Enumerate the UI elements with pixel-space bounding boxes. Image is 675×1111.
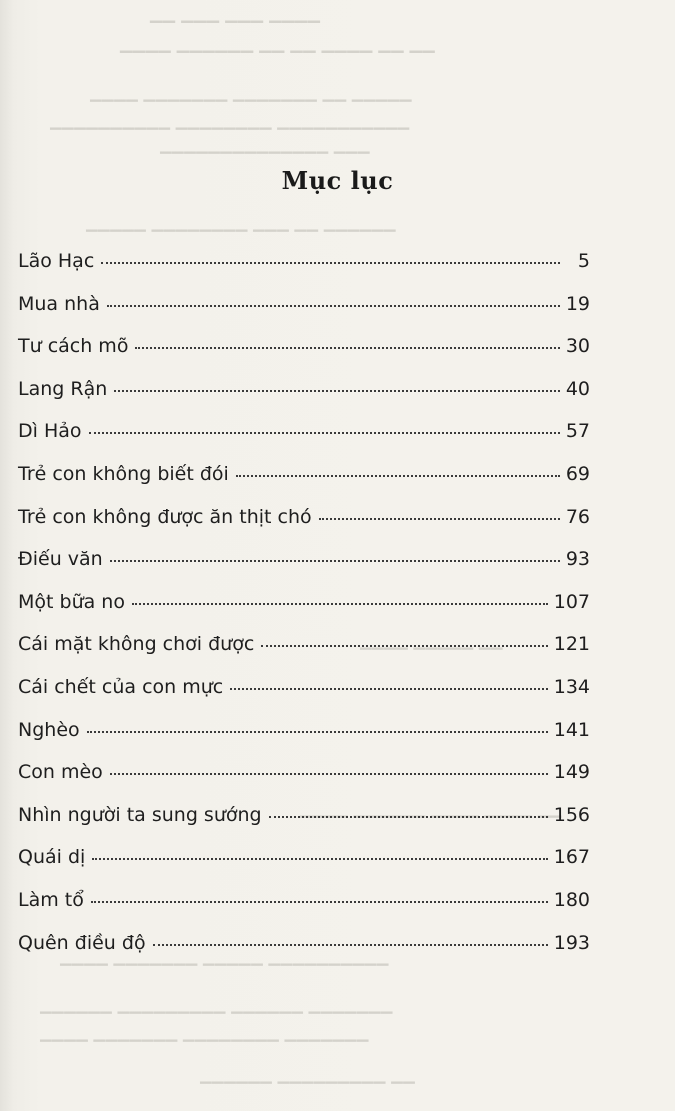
bleed-through-text: ▁▁▁▁▁ ▁▁▁▁▁▁▁▁ ▁▁▁ ▁▁ ▁▁▁▁▁▁ — [86, 214, 396, 232]
toc-entry-title: Trẻ con không được ăn thịt chó — [18, 505, 312, 528]
dot-leader — [261, 645, 547, 647]
bleed-through-text: ▁▁▁▁ ▁▁▁▁▁▁▁ ▁▁▁▁▁▁▁▁ ▁▁▁▁▁▁▁ — [40, 1024, 369, 1042]
toc-entry-title: Lang Rận — [18, 377, 108, 400]
dot-leader — [110, 560, 560, 562]
toc-entry[interactable] — [18, 378, 590, 421]
toc-entry-page: 93 — [565, 548, 590, 571]
toc-entry-page: 69 — [565, 462, 590, 485]
toc-entry[interactable] — [18, 932, 590, 975]
toc-entry[interactable] — [18, 719, 590, 762]
toc-entry-page: 134 — [553, 675, 590, 698]
toc-entry-page: 5 — [577, 250, 590, 272]
dot-leader — [319, 518, 560, 520]
dot-leader — [107, 305, 560, 307]
bleed-through-text: ▁▁▁▁▁▁▁▁▁▁ ▁▁▁▁▁▁▁▁ ▁▁▁▁▁▁▁▁▁▁▁ — [50, 112, 410, 130]
toc-entry-page: 76 — [565, 505, 590, 528]
toc-entry-title: Mua nhà — [18, 292, 100, 315]
toc-entry-title: Quái dị — [18, 846, 86, 869]
toc-entry-title: Trẻ con không biết đói — [18, 462, 229, 485]
dot-leader — [135, 347, 559, 349]
toc-entry[interactable] — [18, 846, 590, 889]
toc-entry-title: Lão Hạc — [18, 250, 95, 272]
toc-entry-page: 141 — [553, 718, 590, 741]
toc-entry-page: 30 — [565, 335, 590, 358]
bleed-through-text: ▁▁▁▁ ▁▁▁▁▁▁ ▁▁▁▁ ▁▁▁▁ ▁▁ — [300, 800, 562, 818]
dot-leader — [236, 475, 560, 477]
toc-entry-page: 180 — [553, 888, 590, 911]
bleed-through-text: ▁▁ ▁▁▁ ▁▁▁ ▁▁▁▁ — [150, 4, 321, 23]
toc-entry-title: Làm tổ — [18, 888, 84, 911]
dot-leader — [114, 390, 560, 392]
toc-entry-page: 156 — [553, 803, 590, 826]
table-of-contents — [18, 250, 590, 974]
toc-entry[interactable] — [18, 633, 590, 676]
toc-entry[interactable] — [18, 889, 590, 932]
toc-entry[interactable] — [18, 293, 590, 336]
toc-entry[interactable] — [18, 506, 590, 549]
toc-title: Mục lục — [281, 166, 394, 195]
bleed-through-text: ▁▁▁▁▁▁▁▁▁▁▁▁▁▁ ▁▁▁ — [160, 136, 370, 154]
bleed-through-text: ▁▁▁▁▁▁ ▁▁▁▁▁▁▁▁▁ ▁▁▁▁▁▁ ▁▁▁▁▁▁▁ — [40, 996, 393, 1014]
dot-leader — [91, 901, 548, 903]
toc-entry-title: Dì Hảo — [18, 420, 82, 443]
toc-entry-title: Con mèo — [18, 761, 103, 784]
toc-entry[interactable] — [18, 250, 590, 293]
dot-leader — [87, 731, 548, 733]
toc-entry-page: 19 — [565, 292, 590, 315]
toc-entry-page: 107 — [553, 590, 590, 613]
dot-leader — [101, 262, 560, 264]
toc-entry[interactable] — [18, 548, 590, 591]
toc-entry-title: Tư cách mõ — [18, 335, 129, 358]
dot-leader — [110, 773, 548, 775]
toc-entry-page: 149 — [553, 761, 590, 784]
toc-entry-page: 40 — [565, 377, 590, 400]
toc-entry-title: Quên điều độ — [18, 931, 146, 954]
dot-leader — [92, 858, 547, 860]
bleed-through-text: ▁▁▁▁ ▁▁▁▁▁▁ ▁▁ ▁▁ ▁▁▁▁ ▁▁ ▁▁ — [120, 34, 436, 53]
toc-entry-page: 121 — [553, 633, 590, 656]
toc-entry-page: 57 — [565, 420, 590, 443]
bleed-through-text: ▁▁▁▁ ▁▁▁▁▁▁▁ ▁▁▁▁▁ ▁▁▁▁▁▁▁▁▁▁ — [60, 948, 389, 966]
dot-leader — [153, 944, 548, 946]
toc-entry-title: Cái chết của con mực — [18, 675, 224, 698]
dot-leader — [269, 816, 548, 818]
toc-entry[interactable] — [18, 591, 590, 634]
toc-entry-page: 167 — [553, 846, 590, 869]
toc-entry-title: Cái mặt không chơi được — [18, 633, 255, 656]
dot-leader — [230, 688, 548, 690]
toc-entry[interactable] — [18, 676, 590, 719]
dot-leader — [89, 432, 560, 434]
toc-entry[interactable] — [18, 463, 590, 506]
dot-leader — [132, 603, 548, 605]
toc-entry-page: 193 — [553, 931, 590, 954]
bleed-through-text: ▁▁▁▁ ▁▁▁▁▁ ▁▁ — [360, 632, 503, 650]
toc-entry[interactable] — [18, 335, 590, 378]
toc-entry-title: Điếu văn — [18, 548, 103, 571]
toc-entry[interactable] — [18, 420, 590, 463]
toc-entry-title: Một bữa no — [18, 590, 125, 613]
toc-entry[interactable] — [18, 761, 590, 804]
toc-entry[interactable] — [18, 804, 590, 847]
toc-entry-title: Nhìn người ta sung sướng — [18, 803, 262, 826]
toc-entry-title: Nghèo — [18, 718, 80, 741]
bleed-through-text: ▁▁▁▁ ▁▁▁▁▁▁▁ ▁▁▁▁▁▁▁ ▁▁ ▁▁▁▁▁ — [90, 84, 412, 102]
bleed-through-text: ▁▁▁▁▁▁ ▁▁▁▁▁▁▁▁▁ ▁▁ — [200, 1066, 416, 1084]
